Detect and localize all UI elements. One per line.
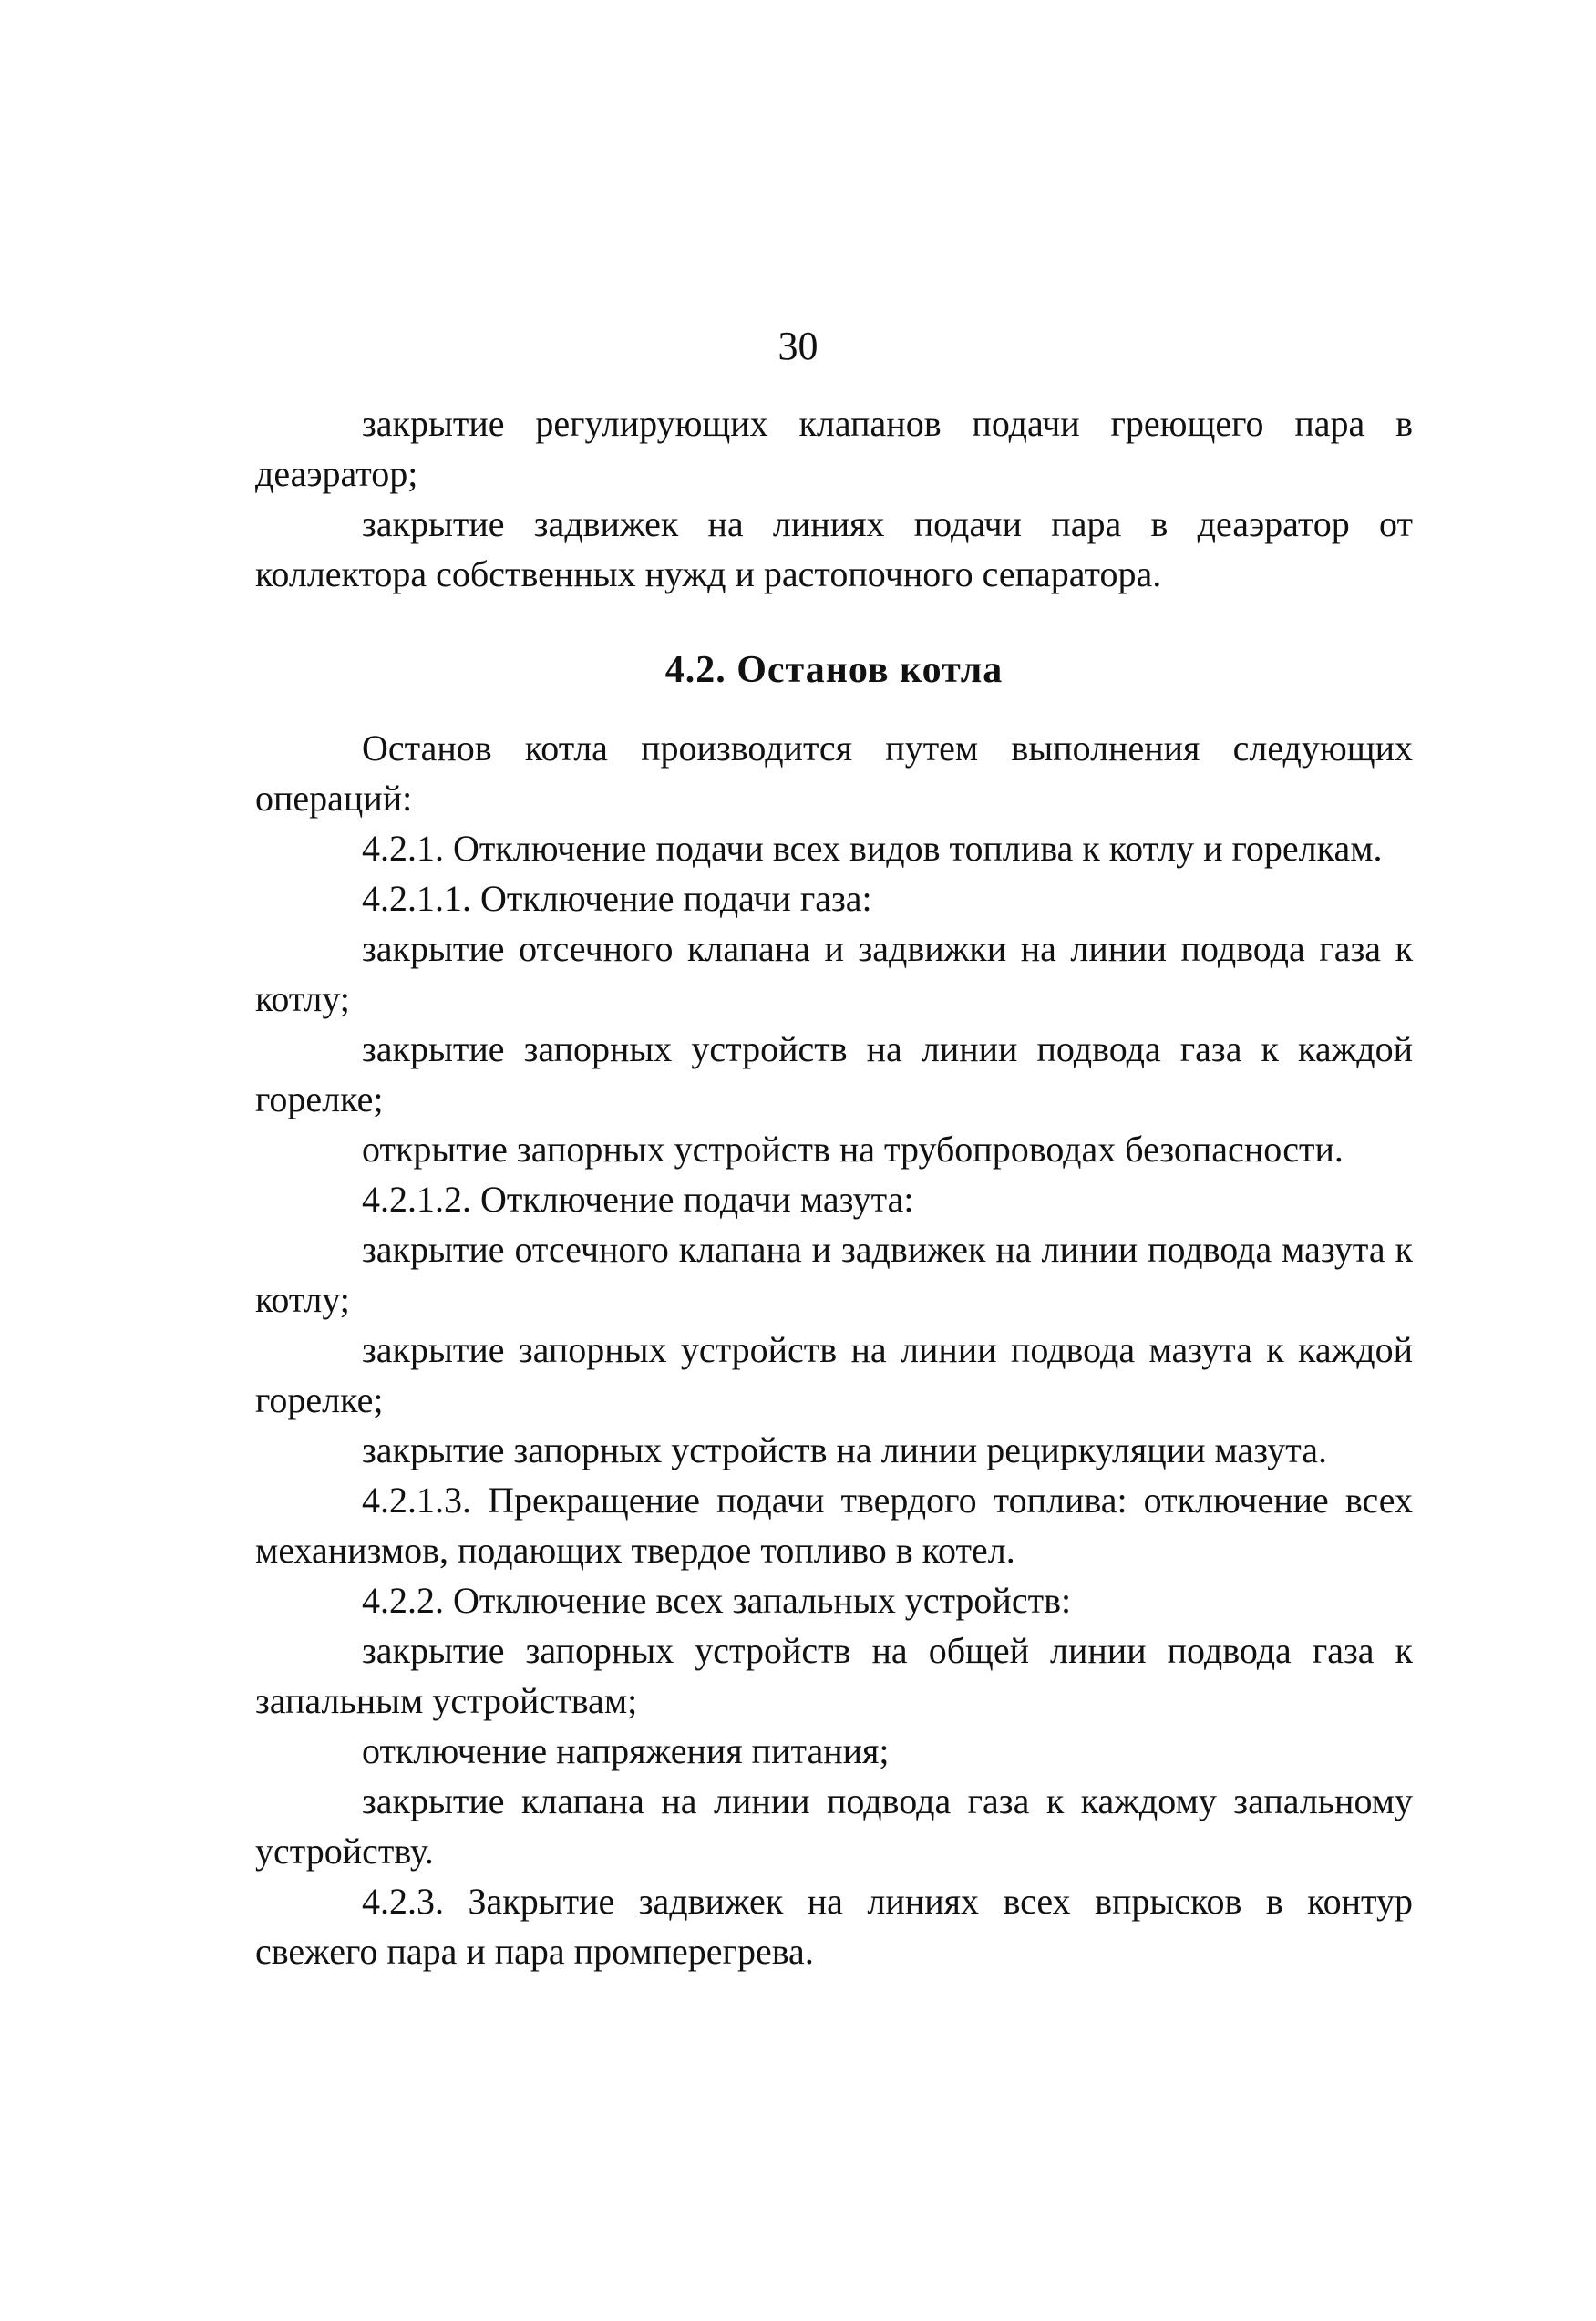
paragraph: 4.2.1.2. Отключение подачи мазута: (362, 1179, 914, 1220)
paragraph: закрытие запорных устройств на линии рециркуляции мазута. (362, 1429, 1327, 1470)
paragraph: закрытие клапана на линии подвода газа к каждому запальному устройству. (255, 1780, 1413, 1872)
paragraph: закрытие задвижек на линиях подачи пара в деаэратор от коллектора собственных нужд и растопочного сепаратора. (255, 503, 1413, 594)
paragraph: 4.2.1.1. Отключение подачи газа: (362, 878, 872, 919)
section-heading: 4.2. Останов котла (664, 649, 1004, 691)
paragraph: закрытие запорных устройств на линии подвода мазута к каждой горелке; (255, 1329, 1413, 1420)
paragraph: закрытие запорных устройств на линии подвода газа к каждой горелке; (255, 1028, 1413, 1119)
document-body (255, 398, 1413, 1976)
paragraph: закрытие отсечного клапана и задвижки на линии подвода газа к котлу; (255, 928, 1413, 1019)
paragraph: открытие запорных устройств на трубопроводах безопасности. (362, 1129, 1344, 1170)
paragraph: отключение напряжения питания; (362, 1730, 890, 1771)
paragraph: закрытие отсечного клапана и задвижек на линии подвода мазута к котлу; (255, 1229, 1413, 1320)
paragraph: 4.2.3. Закрытие задвижек на линиях всех впрысков в контур свежего пара и пара промперегрева. (255, 1881, 1413, 1972)
paragraph: 4.2.1.3. Прекращение подачи твердого топлива: отключение всех механизмов, подающих твердое топливо в котел. (255, 1480, 1413, 1571)
paragraph: Останов котла производится путем выполнения следующих операций: (255, 727, 1413, 819)
paragraph: закрытие регулирующих клапанов подачи греющего пара в деаэратор; (255, 403, 1413, 494)
page-number: 30 (777, 324, 819, 368)
paragraph: 4.2.1. Отключение подачи всех видов топлива к котлу и горелкам. (362, 828, 1383, 869)
paragraph: 4.2.2. Отключение всех запальных устройств: (362, 1580, 1072, 1621)
paragraph: закрытие запорных устройств на общей линии подвода газа к запальным устройствам; (255, 1630, 1413, 1721)
